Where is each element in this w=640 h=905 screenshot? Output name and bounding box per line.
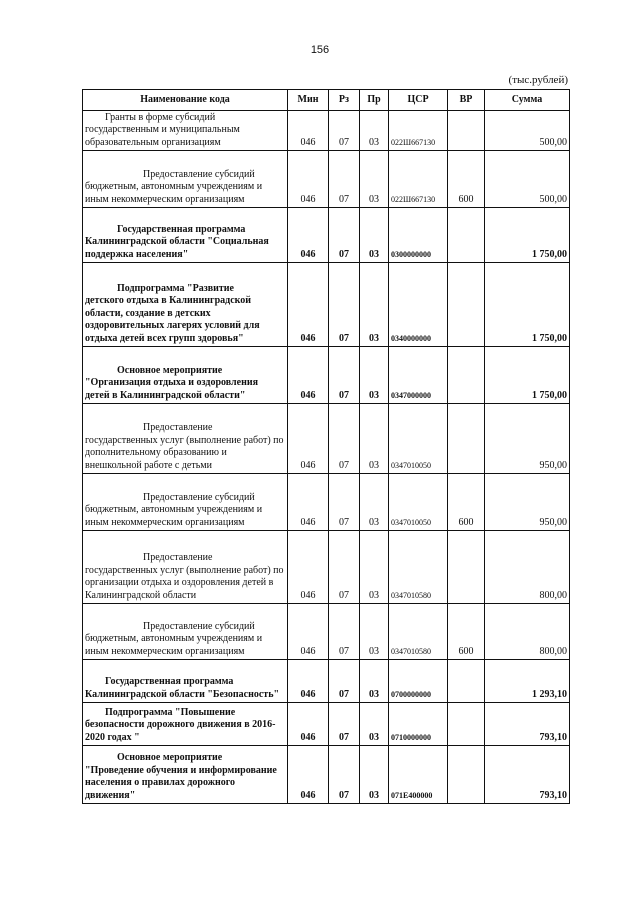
- row-min: 046: [288, 404, 329, 474]
- row-sum: 800,00: [485, 531, 570, 604]
- header-min: Мин: [288, 90, 329, 111]
- row-sum: 500,00: [485, 111, 570, 151]
- row-pr: 03: [360, 263, 389, 347]
- header-rz: Рз: [329, 90, 360, 111]
- row-name: Предоставление субсидий бюджетным, автономным учреждениям и иным некоммерческим организациям: [83, 604, 288, 660]
- row-pr: 03: [360, 347, 389, 404]
- row-pr: 03: [360, 531, 389, 604]
- row-pr: 03: [360, 604, 389, 660]
- row-csr: 0300000000: [389, 208, 448, 263]
- row-vr: [448, 347, 485, 404]
- row-csr: 0347000000: [389, 347, 448, 404]
- table-row: [83, 531, 570, 604]
- table-row: [83, 263, 570, 347]
- row-csr: 071Е400000: [389, 746, 448, 804]
- row-name: Предоставление субсидий бюджетным, автономным учреждениям и иным некоммерческим организациям: [83, 151, 288, 208]
- row-sum: 950,00: [485, 474, 570, 531]
- row-csr: 0340000000: [389, 263, 448, 347]
- row-min: 046: [288, 347, 329, 404]
- row-name: Основное мероприятие "Организация отдыха и оздоровления детей в Калининградской области": [83, 347, 288, 404]
- row-name: Предоставление государственных услуг (выполнение работ) по дополнительному образованию и внешкольной работе с детьми: [83, 404, 288, 474]
- row-sum: 500,00: [485, 151, 570, 208]
- row-pr: 03: [360, 660, 389, 703]
- header-vr: ВР: [448, 90, 485, 111]
- row-name: Предоставление субсидий бюджетным, автономным учреждениям и иным некоммерческим организациям: [83, 474, 288, 531]
- row-name: Гранты в форме субсидий государственным и муниципальным образовательным организациям: [83, 111, 288, 151]
- row-min: 046: [288, 111, 329, 151]
- row-csr: 022Ш667130: [389, 151, 448, 208]
- row-min: 046: [288, 263, 329, 347]
- row-rz: 07: [329, 660, 360, 703]
- row-rz: 07: [329, 208, 360, 263]
- row-pr: 03: [360, 746, 389, 804]
- row-name: Государственная программа Калининградской области "Социальная поддержка населения": [83, 208, 288, 263]
- row-name: Предоставление государственных услуг (выполнение работ) по организации отдыха и оздоровления детей в Калининградской области: [83, 531, 288, 604]
- row-pr: 03: [360, 404, 389, 474]
- page-number: 156: [310, 44, 330, 56]
- row-name: Государственная программа Калининградской области "Безопасность": [83, 660, 288, 703]
- row-name: Подпрограмма "Развитие детского отдыха в Калининградской области, создание в детских оздоровительных лагерях условий для отдыха детей всех групп здоровья": [83, 263, 288, 347]
- row-sum: 1 293,10: [485, 660, 570, 703]
- row-vr: [448, 111, 485, 151]
- row-sum: 800,00: [485, 604, 570, 660]
- row-min: 046: [288, 531, 329, 604]
- row-pr: 03: [360, 151, 389, 208]
- row-rz: 07: [329, 404, 360, 474]
- row-csr: 0710000000: [389, 703, 448, 746]
- row-vr: [448, 404, 485, 474]
- table-row: [83, 111, 570, 151]
- row-rz: 07: [329, 604, 360, 660]
- table-row: [83, 703, 570, 746]
- row-min: 046: [288, 151, 329, 208]
- row-pr: 03: [360, 703, 389, 746]
- row-csr: 022Ш667130: [389, 111, 448, 151]
- header-pr: Пр: [360, 90, 389, 111]
- table-row: [83, 208, 570, 263]
- row-rz: 07: [329, 703, 360, 746]
- header-sum: Сумма: [485, 90, 570, 111]
- row-min: 046: [288, 703, 329, 746]
- units-label: (тыс.рублей): [508, 74, 568, 86]
- row-vr: 600: [448, 604, 485, 660]
- table-row: [83, 474, 570, 531]
- header-csr: ЦСР: [389, 90, 448, 111]
- row-csr: 0347010050: [389, 404, 448, 474]
- budget-table: [82, 89, 570, 804]
- row-sum: 1 750,00: [485, 208, 570, 263]
- row-vr: 600: [448, 474, 485, 531]
- row-name: Основное мероприятие "Проведение обучения и информирование населения о правилах дорожного движения": [83, 746, 288, 804]
- row-vr: 600: [448, 151, 485, 208]
- row-vr: [448, 208, 485, 263]
- table-row: [83, 151, 570, 208]
- table-header-row: [83, 90, 570, 111]
- row-vr: [448, 660, 485, 703]
- row-rz: 07: [329, 347, 360, 404]
- row-min: 046: [288, 746, 329, 804]
- row-vr: [448, 746, 485, 804]
- table-row: [83, 604, 570, 660]
- row-csr: 0347010050: [389, 474, 448, 531]
- table-row: [83, 347, 570, 404]
- row-sum: 950,00: [485, 404, 570, 474]
- row-rz: 07: [329, 111, 360, 151]
- row-rz: 07: [329, 151, 360, 208]
- row-csr: 0700000000: [389, 660, 448, 703]
- row-rz: 07: [329, 531, 360, 604]
- row-pr: 03: [360, 474, 389, 531]
- header-name: Наименование кода: [83, 90, 288, 111]
- table-row: [83, 404, 570, 474]
- row-sum: 1 750,00: [485, 263, 570, 347]
- row-vr: [448, 531, 485, 604]
- row-pr: 03: [360, 111, 389, 151]
- row-min: 046: [288, 604, 329, 660]
- row-vr: [448, 263, 485, 347]
- row-sum: 793,10: [485, 746, 570, 804]
- row-pr: 03: [360, 208, 389, 263]
- row-csr: 0347010580: [389, 531, 448, 604]
- table-row: [83, 746, 570, 804]
- row-rz: 07: [329, 746, 360, 804]
- table-row: [83, 660, 570, 703]
- row-min: 046: [288, 660, 329, 703]
- row-min: 046: [288, 474, 329, 531]
- row-csr: 0347010580: [389, 604, 448, 660]
- row-min: 046: [288, 208, 329, 263]
- row-rz: 07: [329, 474, 360, 531]
- row-rz: 07: [329, 263, 360, 347]
- row-name: Подпрограмма "Повышение безопасности дорожного движения в 2016-2020 годах ": [83, 703, 288, 746]
- row-sum: 1 750,00: [485, 347, 570, 404]
- row-vr: [448, 703, 485, 746]
- row-sum: 793,10: [485, 703, 570, 746]
